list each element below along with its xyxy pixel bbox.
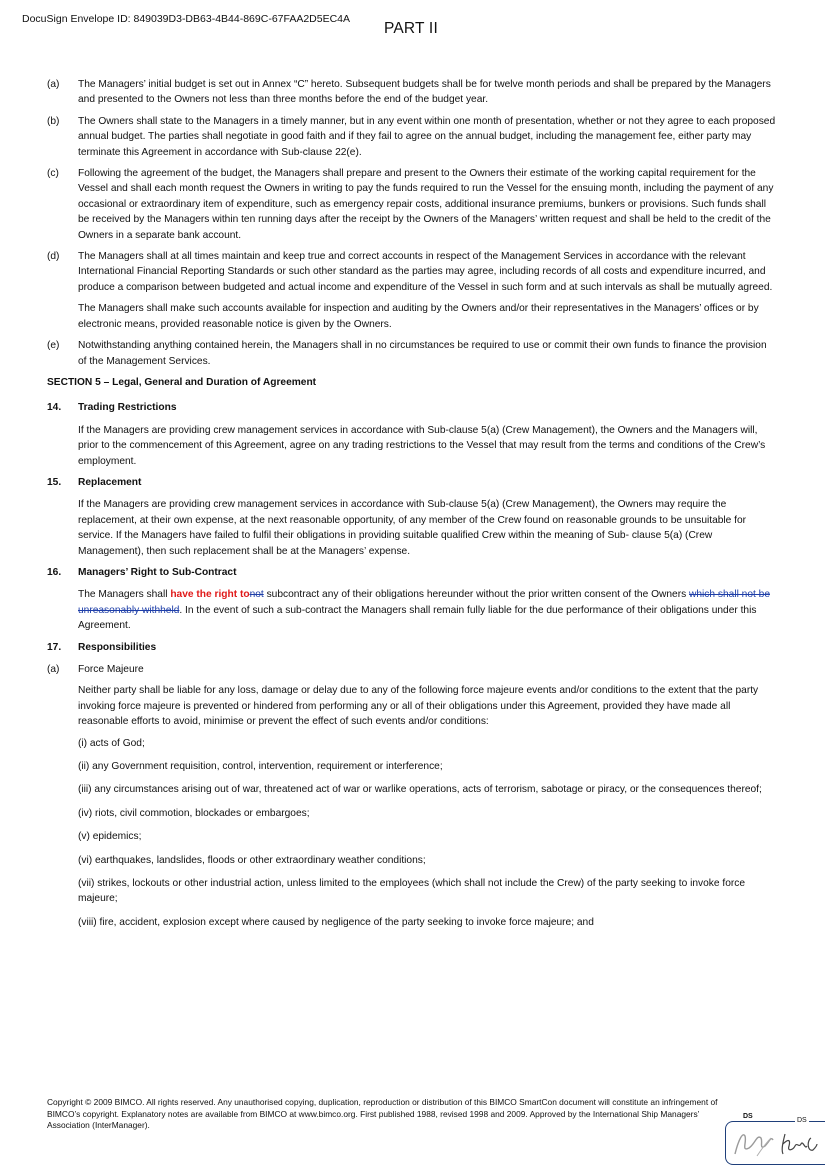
clause-text: Notwithstanding anything contained herein, the Managers shall in no circumstances be required to use or commit their own funds to finance the provision of the Management Services. bbox=[78, 340, 767, 367]
signature-image bbox=[727, 1126, 823, 1160]
clause-e bbox=[47, 338, 777, 369]
clause-text: The Managers shall at all times maintain and keep true and correct accounts in respect of the Management Services in accordance with the relevant International Financial Reporting Standards or such other standard as the parties may agree, including records of all costs and expenditure incurred, and produce a comparison between budgeted and actual income and expenditure of the Vessel in such form and at such intervals as shall be mutually agreed. bbox=[78, 251, 773, 293]
clause-15-heading bbox=[47, 475, 777, 490]
footer-copyright: Copyright © 2009 BIMCO. All rights reserved. Any unauthorised copying, duplication, reproduction or distribution of this BIMCO SmartCon document will constitute an infringement of BIMCO’s copyright. Explanatory notes are available from BIMCO at www.bimco.org. First published 1988, revised 1998 and 2009. Approved by the International Ship Managers’ Association (InterManager). bbox=[47, 1097, 718, 1131]
clause-label: (c) bbox=[47, 168, 59, 180]
clause-label: (d) bbox=[47, 251, 60, 263]
clause-17a-heading bbox=[47, 662, 777, 677]
force-majeure-events bbox=[47, 736, 777, 931]
clause-label: (a) bbox=[47, 79, 60, 90]
force-majeure-intro: Neither party shall be liable for any loss, damage or delay due to any of the following force majeure events and/or conditions to the extent that the party invoking force majeure is prevented or hindered from performing any or all of their obligations under this Agreement, provided they have made all reasonable efforts to avoid, minimise or prevent the effect of such events and/or conditions: bbox=[78, 685, 759, 728]
budget-clause bbox=[47, 77, 777, 108]
clause-label: (e) bbox=[47, 340, 60, 352]
force-majeure-event: (v) epidemics; bbox=[78, 831, 142, 843]
clause-16-heading bbox=[47, 565, 777, 580]
clause-number: 16. bbox=[47, 566, 62, 578]
force-majeure-event: (iv) riots, civil commotion, blockades or embargoes; bbox=[78, 807, 310, 819]
clause-number: 14. bbox=[47, 402, 62, 414]
clause-d-accounts-text: The Managers shall make such accounts available for inspection and auditing by the Owners and/or their representatives in the Managers’ offices or by electronic means, provided reasonable notice is given by the Owners. bbox=[78, 303, 759, 330]
clause-number: 15. bbox=[47, 476, 62, 488]
clause-text: Following the agreement of the budget, the Managers shall prepare and present to the Owners their estimate of the working capital requirement for the Vessel and shall each month request the Owners in writing to pay the funds required to run the Vessel for the ensuing month, including the payment of any occasional or extraordinary item of expenditure, such as emergency repair costs, additional insurance premiums, bunkers or provisions. Such funds shall be received by the Managers within ten running days after the receipt by the Owners of the Managers’ written request and shall be held to the credit of the Owners in a separate bank account. bbox=[78, 168, 774, 241]
clause-subtitle: Force Majeure bbox=[78, 664, 144, 675]
clause-title: Responsibilities bbox=[78, 641, 157, 653]
clause-text-end: . In the event of such a sub-contract the Managers shall remain fully liable for the due performance of their obligations under this Agreement. bbox=[78, 604, 757, 632]
clause-14-text: If the Managers are providing crew management services in accordance with Sub-clause 5(a) (Crew Management), the Owners and the Managers will, prior to the commencement of this Agreement, agree on any trading restrictions to the Vessel that may result from the terms and conditions of the Crew’s employment. bbox=[78, 424, 766, 467]
clause-title: Replacement bbox=[78, 476, 142, 488]
clause-14-heading bbox=[47, 400, 777, 415]
clause-16-text bbox=[47, 587, 777, 633]
ds-tag: DS bbox=[797, 1117, 807, 1124]
budget-clause bbox=[47, 249, 777, 295]
deleted-text: which shall not be unreasonably withheld bbox=[78, 589, 770, 616]
budget-clause bbox=[47, 166, 777, 243]
clause-number: 17. bbox=[47, 641, 62, 653]
clause-label: (b) bbox=[47, 115, 60, 127]
clause-label: (a) bbox=[47, 664, 60, 675]
section-heading: SECTION 5 – Legal, General and Duration of Agreement bbox=[47, 376, 317, 388]
force-majeure-event: (ii) any Government requisition, control, intervention, requirement or interference; bbox=[78, 761, 443, 773]
budget-clause bbox=[47, 114, 777, 160]
clause-text-mid: subcontract any of their obligations hereunder without the prior written consent of the Owners bbox=[263, 589, 690, 601]
clause-title: Trading Restrictions bbox=[78, 402, 177, 414]
page-title: PART II bbox=[384, 20, 438, 37]
force-majeure-event: (vii) strikes, lockouts or other industrial action, unless limited to the employees (which shall not include the Crew) of the party seeking to invoke force majeure; bbox=[78, 878, 746, 905]
clause-text-start: The Managers shall bbox=[78, 589, 171, 601]
clause-title: Managers’ Right to Sub-Contract bbox=[78, 566, 237, 578]
inserted-text: have the right to bbox=[170, 589, 250, 601]
budget-clauses bbox=[47, 77, 777, 295]
force-majeure-event: (iii) any circumstances arising out of war, threatened act of war or warlike operations, acts of terrorism, sabotage or piracy, or the consequences thereof; bbox=[78, 784, 762, 796]
clause-text: The Managers’ initial budget is set out in Annex “C” hereto. Subsequent budgets shall be for twelve month periods and shall be prepared by the Managers and presented to the Owners not less than three months before the end of the budget year. bbox=[78, 79, 771, 106]
force-majeure-event: (vi) earthquakes, landslides, floods or other extraordinary weather conditions; bbox=[78, 854, 426, 866]
clause-text: The Owners shall state to the Managers in a timely manner, but in any event within one month of presentation, whether or not they agree to each proposed annual budget. The parties shall negotiate in good faith and if they fail to agree on the annual budget, including the management fee, either party may terminate this Agreement in accordance with Sub-clause 22(e). bbox=[78, 115, 776, 158]
clause-15-text: If the Managers are providing crew management services in accordance with Sub-clause 5(a) (Crew Management), the Owners may require the replacement, at their own expense, at the next reasonable opportunity, of any member of the Crew found on reasonable grounds to be unsuitable for service. If the Managers have failed to fulfil their obligations in providing suitable qualified Crew within the meaning of Sub- clause 5(a) (Crew Management), then such replacement shall be at the Managers’ expense. bbox=[78, 499, 747, 557]
force-majeure-event: (viii) fire, accident, explosion except where caused by negligence of the party seeking to invoke force majeure; and bbox=[78, 916, 594, 928]
document-body bbox=[47, 77, 777, 938]
envelope-id: DocuSign Envelope ID: 849039D3-DB63-4B44-869C-67FAA2D5EC4A bbox=[22, 13, 351, 25]
clause-17-heading bbox=[47, 640, 777, 655]
deleted-text: not bbox=[249, 589, 264, 601]
ds-mark: DS bbox=[743, 1113, 753, 1120]
force-majeure-event: (i) acts of God; bbox=[78, 737, 145, 749]
